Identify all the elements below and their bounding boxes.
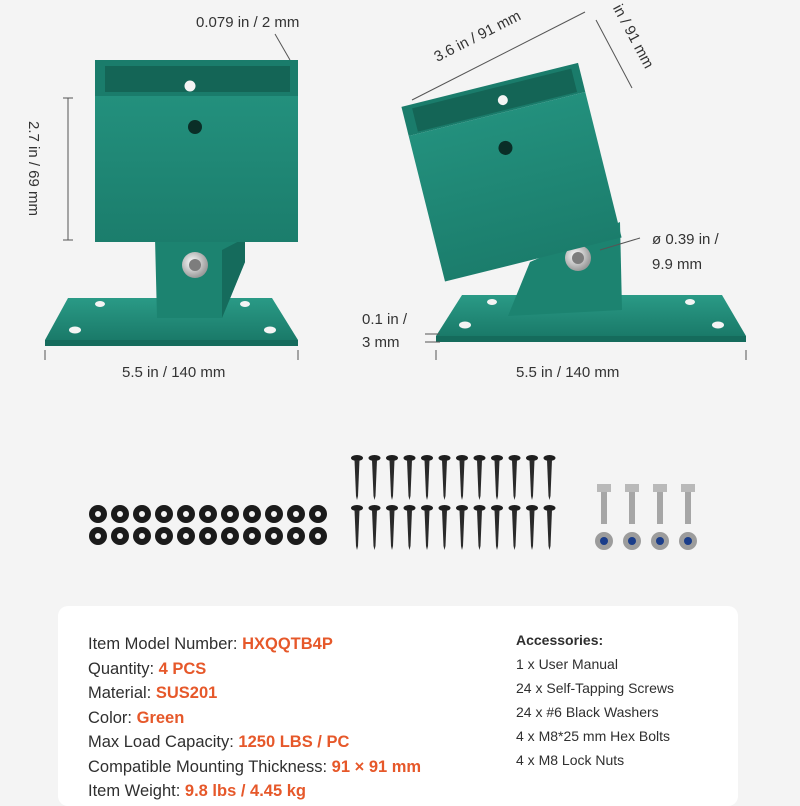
plate-thickness-line2: 3 mm bbox=[362, 334, 400, 351]
screw-icon bbox=[509, 455, 521, 500]
accessories-title: Accessories: bbox=[516, 632, 604, 648]
base-width-right-dimension: 5.5 in / 140 mm bbox=[516, 364, 620, 381]
screw-icon bbox=[369, 505, 381, 550]
screw-icon bbox=[544, 505, 556, 550]
screw-icon bbox=[386, 505, 398, 550]
screw-icon bbox=[526, 455, 538, 500]
accessory-item: 24 x Self-Tapping Screws bbox=[516, 680, 674, 696]
screw-icon bbox=[491, 455, 503, 500]
screw-icon bbox=[509, 505, 521, 550]
accessory-item: 24 x #6 Black Washers bbox=[516, 704, 659, 720]
spec-max-load bbox=[88, 730, 421, 755]
hex-bolts-and-nuts bbox=[595, 484, 697, 550]
screw-icon bbox=[439, 505, 451, 550]
spec-label: Quantity: bbox=[88, 659, 159, 678]
screw-icon bbox=[491, 505, 503, 550]
thickness-dimension: 0.079 in / 2 mm bbox=[196, 14, 300, 31]
spec-mounting-thickness bbox=[88, 755, 421, 780]
accessories-list bbox=[516, 628, 674, 772]
spec-value: 91 × 91 mm bbox=[331, 757, 422, 776]
screw-icon bbox=[544, 455, 556, 500]
spec-material bbox=[88, 681, 421, 706]
plate-thickness-line1: 0.1 in / bbox=[362, 311, 408, 328]
spec-value: 1250 LBS / PC bbox=[238, 733, 350, 751]
spec-label: Compatible Mounting Thickness: bbox=[88, 757, 332, 776]
screw-icon bbox=[351, 505, 363, 550]
screw-icon bbox=[421, 455, 433, 500]
accessory-item: 1 x User Manual bbox=[516, 656, 618, 672]
spec-card bbox=[58, 606, 738, 806]
spec-model bbox=[88, 632, 421, 657]
left-bracket bbox=[45, 60, 298, 346]
screw-icon bbox=[474, 455, 486, 500]
screw-icon bbox=[456, 455, 468, 500]
spec-list bbox=[88, 632, 421, 804]
spec-label: Max Load Capacity: bbox=[88, 733, 239, 751]
hole-diameter-line2: 9.9 mm bbox=[652, 256, 703, 273]
screw-icon bbox=[386, 455, 398, 500]
spec-label: Color: bbox=[88, 708, 137, 727]
accessory-item: 4 x M8 Lock Nuts bbox=[516, 752, 625, 768]
spec-value: 9.8 lbs / 4.45 kg bbox=[184, 782, 306, 800]
self-tapping-screws bbox=[351, 455, 556, 550]
screw-icon bbox=[526, 505, 538, 550]
spec-value: SUS201 bbox=[155, 684, 218, 702]
top-depth-dimension: in / 91 mm bbox=[609, 1, 657, 72]
spec-quantity bbox=[88, 657, 421, 682]
right-bracket bbox=[401, 63, 746, 342]
spec-value: 4 PCS bbox=[158, 659, 207, 678]
top-width-dimension: 3.6 in / 91 mm bbox=[431, 7, 524, 66]
spec-label: Item Model Number: bbox=[88, 635, 243, 653]
screw-icon bbox=[456, 505, 468, 550]
hex-bolt-icon bbox=[679, 484, 697, 550]
hex-bolt-icon bbox=[651, 484, 669, 550]
base-width-left-dimension: 5.5 in / 140 mm bbox=[122, 364, 226, 381]
spec-color bbox=[88, 706, 421, 731]
spec-label: Material: bbox=[88, 684, 156, 702]
screw-icon bbox=[421, 505, 433, 550]
spec-value: Green bbox=[136, 708, 185, 727]
black-washers bbox=[89, 505, 327, 545]
screw-icon bbox=[439, 455, 451, 500]
hex-bolt-icon bbox=[623, 484, 641, 550]
screw-icon bbox=[351, 455, 363, 500]
spec-value: HXQQTB4P bbox=[242, 635, 333, 653]
screw-icon bbox=[474, 505, 486, 550]
screw-icon bbox=[369, 455, 381, 500]
spec-label: Item Weight: bbox=[88, 782, 185, 800]
screw-icon bbox=[404, 505, 416, 550]
accessory-item: 4 x M8*25 mm Hex Bolts bbox=[516, 728, 671, 744]
height-dimension: 2.7 in / 69 mm bbox=[25, 120, 43, 217]
hex-bolt-icon bbox=[595, 484, 613, 550]
hole-diameter-line1: ø 0.39 in / bbox=[652, 231, 719, 248]
screw-icon bbox=[404, 455, 416, 500]
